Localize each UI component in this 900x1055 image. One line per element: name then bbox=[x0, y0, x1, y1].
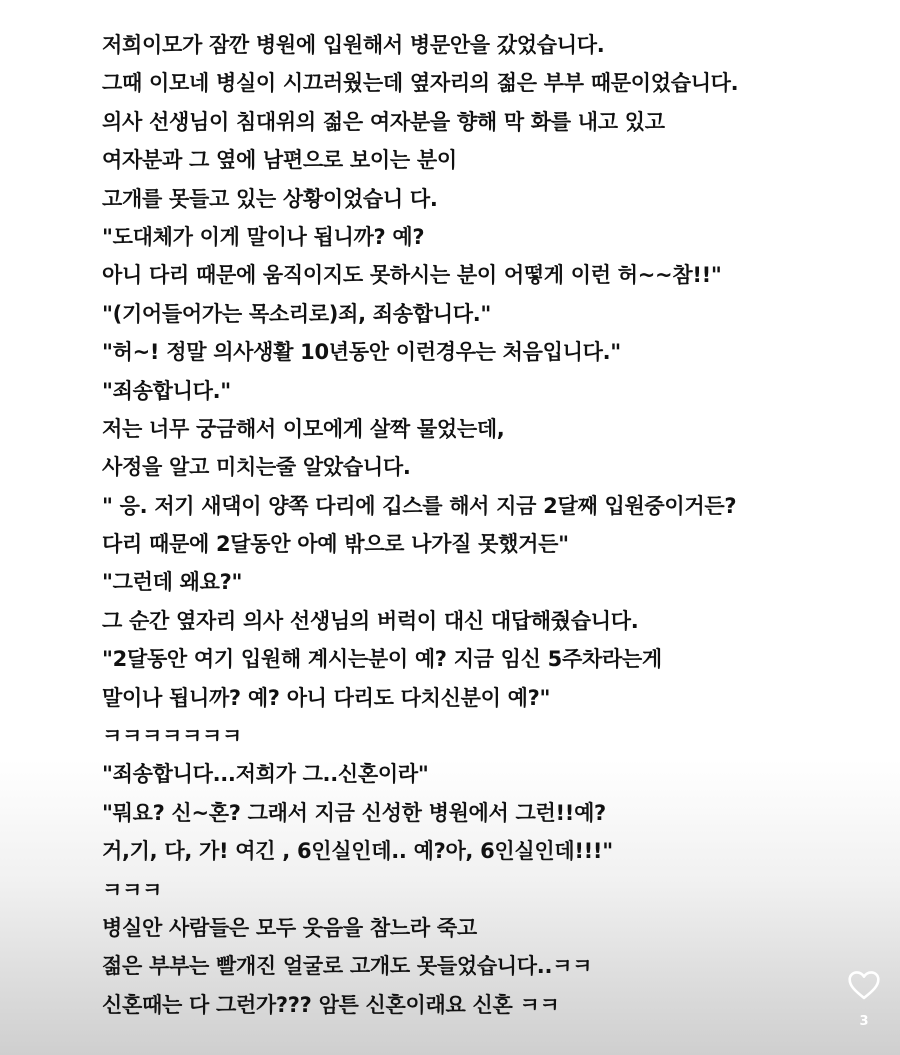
post-line: 저희이모가 잠깐 병원에 입원해서 병문안을 갔었습니다. bbox=[102, 33, 605, 57]
heart-outline-icon bbox=[847, 970, 881, 1000]
post-line: 말이나 됩니까? 예? 아니 다리도 다치신분이 예?" bbox=[102, 685, 551, 710]
post-line: 의사 선생님이 침대위의 젊은 여자분을 향해 막 화를 내고 있고 bbox=[102, 109, 665, 134]
post-line: 다리 때문에 2달동안 아예 밖으로 나가질 못했거든" bbox=[102, 532, 569, 557]
post-line: "허~! 정말 의사생활 10년동안 이런경우는 처음입니다." bbox=[102, 340, 621, 365]
post-line: 그 순간 옆자리 의사 선생님의 버럭이 대신 대답해줬습니다. bbox=[102, 608, 639, 633]
post-line: 저는 너무 궁금해서 이모에게 살짝 물었는데, bbox=[102, 416, 505, 441]
post-actions bbox=[838, 965, 890, 1045]
post-line: "그런데 왜요?" bbox=[102, 570, 243, 595]
like-button[interactable] bbox=[844, 965, 884, 1005]
post-line: 아니 다리 때문에 움직이지도 못하시는 분이 어떻게 이런 허~~참!!" bbox=[102, 263, 722, 288]
post-text bbox=[102, 26, 822, 1024]
post-line: 고개를 못들고 있는 상황이었습니 다. bbox=[102, 186, 438, 211]
post-line: 거,기, 다, 가! 여긴 , 6인실인데.. 예?아, 6인실인데!!!" bbox=[102, 839, 613, 864]
post-line: 신혼때는 다 그런가??? 암튼 신혼이래요 신혼 ㅋㅋ bbox=[102, 992, 560, 1017]
post-line: 병실안 사람들은 모두 웃음을 참느라 죽고 bbox=[102, 915, 477, 940]
post-line: "뭐요? 신~혼? 그래서 지금 신성한 병원에서 그런!!예? bbox=[102, 800, 606, 825]
post-line: "죄송합니다." bbox=[102, 378, 231, 403]
post-line: 여자분과 그 옆에 남편으로 보이는 분이 bbox=[102, 148, 457, 173]
post-line: 그때 이모네 병실이 시끄러웠는데 옆자리의 젊은 부부 때문이었습니다. bbox=[102, 71, 739, 96]
post-line: "죄송합니다...저희가 그..신혼이라" bbox=[102, 762, 429, 787]
like-count: 3 bbox=[859, 1014, 869, 1029]
post-line: "2달동안 여기 입원해 계시는분이 예? 지금 임신 5주차라는게 bbox=[102, 647, 662, 672]
post-line: ㅋㅋㅋ bbox=[102, 877, 162, 902]
post-line: 사정을 알고 미치는줄 알았습니다. bbox=[102, 455, 411, 480]
post-line: ㅋㅋㅋㅋㅋㅋㅋ bbox=[102, 724, 242, 749]
post-line: "도대체가 이게 말이나 됩니까? 예? bbox=[102, 224, 425, 249]
post-line: "(기어들어가는 목소리로)죄, 죄송합니다." bbox=[102, 301, 492, 326]
post-line: " 응. 저기 새댁이 양쪽 다리에 깁스를 해서 지금 2달째 입원중이거든? bbox=[102, 493, 737, 518]
post-line: 젊은 부부는 빨개진 얼굴로 고개도 못들었습니다..ㅋㅋ bbox=[102, 954, 593, 979]
